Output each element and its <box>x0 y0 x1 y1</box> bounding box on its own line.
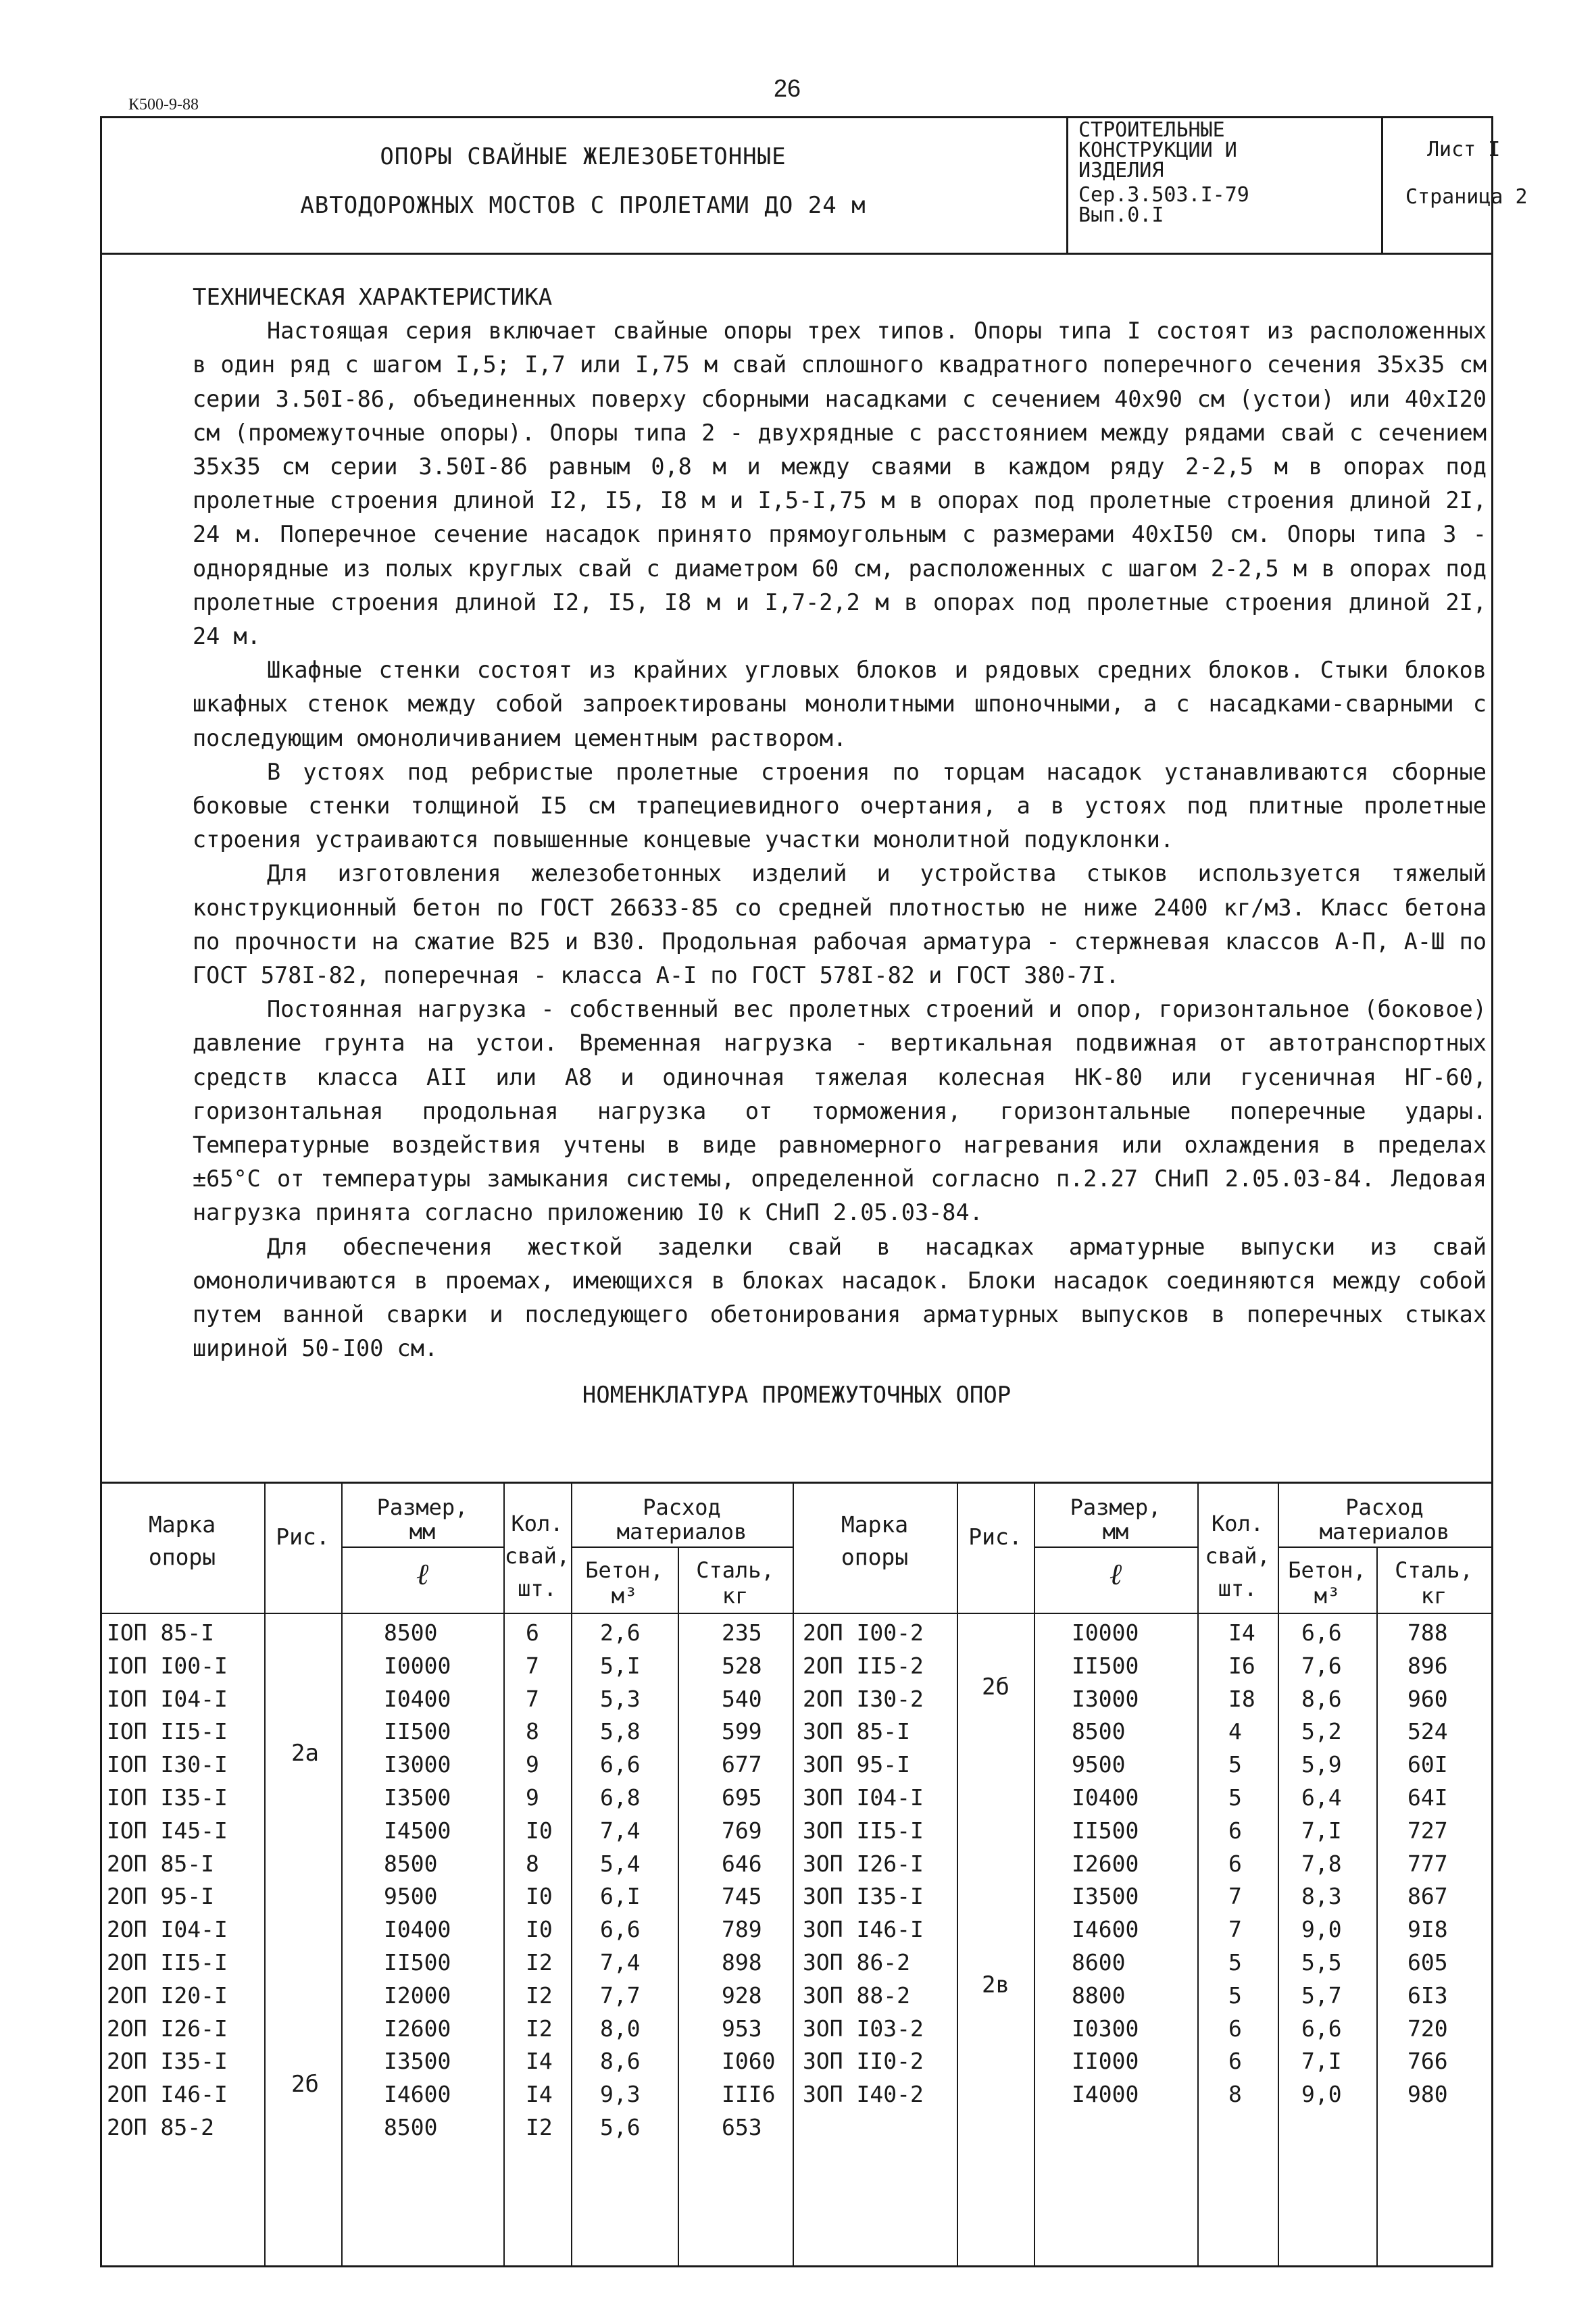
cell-steel: 605 <box>1407 1949 1448 1976</box>
cell-piles: I2 <box>526 2114 553 2140</box>
cell-steel: 695 <box>722 1784 762 1811</box>
cell-size: I4600 <box>1072 1916 1139 1943</box>
header-size <box>341 1495 503 1544</box>
cell-steel: 677 <box>722 1751 762 1778</box>
header-piles-line: Кол. <box>1211 1511 1264 1536</box>
cell-steel: 9I8 <box>1407 1916 1448 1943</box>
cell-concrete: 9,0 <box>1301 1916 1342 1943</box>
cell-mark: 2ОП 85-2 <box>107 2114 214 2140</box>
paragraph: Шкафные стенки состоят из крайних угловых блоков и рядовых средних блоков. Стыки блоков шкафных стенок между собой запроектированы монолитными шпоночными, а с насадками-сварными с последующим омоноличиванием цементным раствором. <box>193 657 1487 751</box>
cell-piles: 6 <box>1228 1850 1242 1877</box>
header-piles <box>1197 1507 1278 1605</box>
cell-size: 8500 <box>384 1619 438 1646</box>
cell-steel: III6 <box>722 2081 776 2108</box>
nomenclature-title: НОМЕНКЛАТУРА ПРОМЕЖУТОЧНЫХ ОПОР <box>582 1382 1012 1409</box>
title-block <box>100 116 1528 255</box>
figure-label: 2в <box>982 1971 1009 1998</box>
cell-size: II500 <box>384 1718 451 1745</box>
cell-concrete: 5,5 <box>1301 1949 1342 1976</box>
table-row <box>100 1715 1493 1749</box>
page-number: 26 <box>773 74 801 102</box>
paragraph: Для изготовления железобетонных изделий и устройства стыков используется тяжелый конструкционный бетон по ГОСТ 26633-85 со средней плотностью не ниже 2400 кг/м3. Класс бетона по прочности на сжатие В25 и В30. Продольная рабочая арматура - стержневая классов А-П, А-Ш по ГОСТ 578I-82, поперечная - класса А-I по ГОСТ 578I-82 и ГОСТ 380-7I. <box>193 860 1487 989</box>
cell-concrete: 7,6 <box>1301 1652 1342 1679</box>
title-cell <box>100 116 1068 253</box>
table-row <box>100 2111 1493 2144</box>
paragraph: Настоящая серия включает свайные опоры трех типов. Опоры типа I состоят из расположенных в один ряд с шагом I,5; I,7 или I,75 м свай сплошного квадратного поперечного сечения 35х35 см серии 3.50I-86, объединенных поверху сборными насадками с сечением 40х90 см (устои) или 40хI20 см (промежуточные опоры). Опоры типа 2 - двухрядные с расстоянием между рядами свай с сечением 35х35 см серии 3.50I-86 равным 0,8 м и между сваями в каждом ряду 2-2,5 м в опорах под пролетные строения длиной I2, I5, I8 м и I,5-I,75 м в опорах под пролетные строения длиной 2I, 24 м. Поперечное сечение насадок принято прямоугольным с размерами 40хI50 см. Опоры типа 3 - однорядные из полых круглых свай с диаметром 60 см, расположенных с шагом 2-2,5 м в опорах под пролетные строения длиной I2, I5, I8 м и I,7-2,2 м в опорах под пролетные строения длиной 2I, 24 м. <box>193 318 1487 650</box>
table-row <box>100 1880 1493 1913</box>
cell-steel: 64I <box>1407 1784 1448 1811</box>
cell-mark: IОП 85-I <box>107 1619 214 1646</box>
cell-mark: 2ОП I46-I <box>107 2081 228 2108</box>
cell-mark: IОП I30-I <box>107 1751 228 1778</box>
document-code: К500-9-88 <box>128 96 199 114</box>
cell-concrete: 8,6 <box>600 2048 641 2075</box>
header-rule <box>571 1546 793 1548</box>
cell-size: 9500 <box>1072 1751 1126 1778</box>
series-line-3: ИЗДЕЛИЯ <box>1078 159 1164 182</box>
cell-piles: 8 <box>526 1850 539 1877</box>
cell-piles: I0 <box>526 1883 553 1910</box>
cell-size: I3500 <box>1072 1883 1139 1910</box>
cell-piles: I4 <box>1228 1619 1255 1646</box>
header-concrete-line: Бетон, <box>1288 1557 1366 1583</box>
cell-steel: 599 <box>722 1718 762 1745</box>
cell-piles: 4 <box>1228 1718 1242 1745</box>
header-usage-line: Расход <box>1345 1494 1424 1520</box>
cell-concrete: 7,I <box>1301 2048 1342 2075</box>
cell-concrete: 6,6 <box>600 1916 641 1943</box>
figure-label: 2б <box>982 1674 1009 1701</box>
cell-concrete: 8,6 <box>1301 1685 1342 1712</box>
series-line-4: Сер.3.503.I-79 <box>1078 183 1249 207</box>
cell-piles: 7 <box>526 1652 539 1679</box>
header-usage <box>1278 1495 1491 1544</box>
cell-piles: 6 <box>1228 2015 1242 2042</box>
cell-size: I3000 <box>384 1751 451 1778</box>
technical-description <box>193 280 1487 1366</box>
header-rule <box>341 1546 503 1548</box>
cell-size: I4000 <box>1072 2081 1139 2108</box>
header-size-line: мм <box>1102 1519 1129 1544</box>
cell-size: I4600 <box>384 2081 451 2108</box>
header-size <box>1034 1495 1197 1544</box>
cell-mark: 2ОП II5-I <box>107 1949 228 1976</box>
paragraph: Для обеспечения жесткой заделки свай в насадках арматурные выпуски из свай омоноличиваются в проемах, имеющихся в блоках насадок. Блоки насадок соединяются между собой путем ванной сварки и последующего обетонирования арматурных выпусков в поперечных стыках шириной 50-I00 см. <box>193 1233 1487 1362</box>
cell-piles: 7 <box>1228 1883 1242 1910</box>
cell-steel: 235 <box>722 1619 762 1646</box>
header-size-line: Размер, <box>1070 1494 1162 1520</box>
header-usage-line: материалов <box>616 1519 747 1544</box>
series-line-5: Вып.0.I <box>1078 203 1164 227</box>
title-line-1: ОПОРЫ СВАЙНЫЕ ЖЕЛЕЗОБЕТОННЫЕ <box>380 143 787 170</box>
header-mark <box>100 1509 264 1574</box>
table-row <box>100 1650 1493 1683</box>
cell-piles: 5 <box>1228 1982 1242 2009</box>
cell-concrete: 5,7 <box>1301 1982 1342 2009</box>
cell-mark: 3ОП 86-2 <box>803 1949 910 1976</box>
cell-steel: I060 <box>722 2048 776 2075</box>
cell-mark: 2ОП 85-I <box>107 1850 214 1877</box>
table-row <box>100 2045 1493 2078</box>
header-rule <box>1278 1546 1491 1548</box>
table-row <box>100 1913 1493 1946</box>
cell-steel: 766 <box>1407 2048 1448 2075</box>
cell-piles: 9 <box>526 1784 539 1811</box>
cell-steel: 745 <box>722 1883 762 1910</box>
table-row <box>100 2078 1493 2111</box>
cell-steel: 60I <box>1407 1751 1448 1778</box>
table-row <box>100 1749 1493 1782</box>
table-row <box>100 1980 1493 2013</box>
cell-piles: I2 <box>526 1949 553 1976</box>
header-steel <box>678 1557 793 1609</box>
section-title: ТЕХНИЧЕСКАЯ ХАРАКТЕРИСТИКА <box>193 284 553 311</box>
header-concrete-line: м³ <box>1314 1583 1341 1609</box>
sheet-page: Страница 2 <box>1405 185 1528 209</box>
header-piles <box>503 1507 571 1605</box>
cell-steel: 524 <box>1407 1718 1448 1745</box>
cell-mark: 2ОП I00-2 <box>803 1619 924 1646</box>
header-size-line: Размер, <box>376 1494 468 1520</box>
cell-size: I0400 <box>384 1685 451 1712</box>
header-rule <box>1034 1546 1197 1548</box>
cell-size: I0400 <box>1072 1784 1139 1811</box>
cell-mark: 3ОП I04-I <box>803 1784 924 1811</box>
cell-size: II000 <box>1072 2048 1139 2075</box>
cell-mark: IОП II5-I <box>107 1718 228 1745</box>
paragraph: В устоях под ребристые пролетные строения по торцам насадок устанавливаются сборные боковые стенки толщиной I5 см трапециевидного очертания, а в устоях под плитные пролетные строения устраиваются повышенные концевые участки монолитной подуклонки. <box>193 758 1487 853</box>
cell-mark: 2ОП I26-I <box>107 2015 228 2042</box>
cell-piles: 6 <box>1228 2048 1242 2075</box>
cell-concrete: 7,7 <box>600 1982 641 2009</box>
cell-piles: 6 <box>526 1619 539 1646</box>
cell-mark: 3ОП 85-I <box>803 1718 910 1745</box>
cell-mark: 2ОП I30-2 <box>803 1685 924 1712</box>
cell-piles: 5 <box>1228 1949 1242 1976</box>
cell-piles: 9 <box>526 1751 539 1778</box>
cell-steel: 646 <box>722 1850 762 1877</box>
cell-size: 8500 <box>1072 1718 1126 1745</box>
header-piles-line: шт. <box>518 1576 557 1601</box>
cell-piles: I6 <box>1228 1652 1255 1679</box>
cell-size: 9500 <box>384 1883 438 1910</box>
cell-concrete: 7,8 <box>1301 1850 1342 1877</box>
cell-concrete: 5,8 <box>600 1718 641 1745</box>
cell-mark: 2ОП 95-I <box>107 1883 214 1910</box>
cell-mark: IОП I04-I <box>107 1685 228 1712</box>
cell-steel: 6I3 <box>1407 1982 1448 2009</box>
cell-concrete: 7,4 <box>600 1949 641 1976</box>
cell-steel: 528 <box>722 1652 762 1679</box>
cell-size: I0400 <box>384 1916 451 1943</box>
figure-label: 2а <box>291 1740 319 1767</box>
cell-size: 8800 <box>1072 1982 1126 2009</box>
cell-mark: 2ОП I35-I <box>107 2048 228 2075</box>
cell-mark: 3ОП 95-I <box>803 1751 910 1778</box>
header-steel-line: Сталь, <box>1395 1557 1473 1583</box>
cell-piles: 7 <box>526 1685 539 1712</box>
cell-concrete: 9,0 <box>1301 2081 1342 2108</box>
cell-piles: I0 <box>526 1817 553 1844</box>
header-concrete-line: Бетон, <box>585 1557 664 1583</box>
cell-size: II500 <box>1072 1817 1139 1844</box>
header-piles-line: свай, <box>1205 1543 1270 1569</box>
series-line-1: СТРОИТЕЛЬНЫЕ <box>1078 118 1225 142</box>
title-line-2: АВТОДОРОЖНЫХ МОСТОВ С ПРОЛЕТАМИ ДО 24 м <box>300 192 866 219</box>
sheet-cell <box>1385 116 1528 253</box>
table-row <box>100 1683 1493 1716</box>
cell-size: I0300 <box>1072 2015 1139 2042</box>
header-steel-line: Сталь, <box>696 1557 774 1583</box>
table-row <box>100 1782 1493 1815</box>
cell-mark: 3ОП I40-2 <box>803 2081 924 2108</box>
series-line-2: КОНСТРУКЦИИ И <box>1078 139 1237 162</box>
cell-steel: 540 <box>722 1685 762 1712</box>
header-size-line: мм <box>409 1519 436 1544</box>
cell-steel: 777 <box>1407 1850 1448 1877</box>
cell-mark: 2ОП II5-2 <box>803 1652 924 1679</box>
cell-size: 8500 <box>384 2114 438 2140</box>
sheet-number: Лист I <box>1427 138 1501 161</box>
figure-label: 2б <box>291 2071 319 2098</box>
paragraph: Постоянная нагрузка - собственный вес пролетных строений и опор, горизонтальное (боковое) давление грунта на устои. Временная нагрузка - вертикальная подвижная от автотранспортных средств класса АII или А8 и одиночная тяжелая колесная НК-80 или гусеничная НГ-60, горизонтальная продольная нагрузка от торможения, горизонтальные поперечные удары. Температурные воздействия учтены в виде равномерного нагревания или охлаждения в пределах ±65°С от температуры замыкания системы, определенной согласно п.2.27 СНиП 2.05.03-84. Ледовая нагрузка принята согласно приложению I0 к СНиП 2.05.03-84. <box>193 996 1487 1226</box>
cell-mark: 3ОП 88-2 <box>803 1982 910 2009</box>
table-row <box>100 1946 1493 1980</box>
cell-steel: 788 <box>1407 1619 1448 1646</box>
header-bottom-rule <box>100 1613 1491 1614</box>
cell-concrete: 6,6 <box>1301 1619 1342 1646</box>
cell-size: 8500 <box>384 1850 438 1877</box>
cell-steel: 769 <box>722 1817 762 1844</box>
table-row <box>100 1815 1493 1848</box>
header-fig: Рис. <box>968 1524 1022 1550</box>
header-steel-line: кг <box>722 1583 749 1609</box>
cell-piles: 7 <box>1228 1916 1242 1943</box>
header-steel <box>1376 1557 1491 1609</box>
cell-steel: 720 <box>1407 2015 1448 2042</box>
cell-concrete: 6,4 <box>1301 1784 1342 1811</box>
cell-piles: 5 <box>1228 1751 1242 1778</box>
cell-size: I3500 <box>384 1784 451 1811</box>
cell-mark: IОП I00-I <box>107 1652 228 1679</box>
cell-concrete: 2,6 <box>600 1619 641 1646</box>
series-cell <box>1070 116 1383 253</box>
cell-concrete: 5,9 <box>1301 1751 1342 1778</box>
cell-piles: I4 <box>526 2081 553 2108</box>
cell-piles: 8 <box>526 1718 539 1745</box>
header-usage <box>571 1495 793 1544</box>
cell-steel: 896 <box>1407 1652 1448 1679</box>
cell-size: II500 <box>384 1949 451 1976</box>
cell-mark: 3ОП I03-2 <box>803 2015 924 2042</box>
cell-concrete: 7,I <box>1301 1817 1342 1844</box>
cell-concrete: 9,3 <box>600 2081 641 2108</box>
table-row <box>100 1617 1493 1650</box>
cell-mark: IОП I35-I <box>107 1784 228 1811</box>
cell-size: I4500 <box>384 1817 451 1844</box>
cell-size: II500 <box>1072 1652 1139 1679</box>
header-piles-line: свай, <box>504 1543 570 1569</box>
cell-steel: 727 <box>1407 1817 1448 1844</box>
cell-concrete: 7,4 <box>600 1817 641 1844</box>
cell-size: I0000 <box>1072 1619 1139 1646</box>
cell-size: I2600 <box>384 2015 451 2042</box>
cell-piles: I2 <box>526 1982 553 2009</box>
cell-concrete: 8,0 <box>600 2015 641 2042</box>
table-row <box>100 2013 1493 2046</box>
cell-concrete: 5,2 <box>1301 1718 1342 1745</box>
header-mark <box>793 1509 957 1574</box>
cell-mark: 3ОП I26-I <box>803 1850 924 1877</box>
cell-mark: 2ОП I20-I <box>107 1982 228 2009</box>
cell-mark: IОП I45-I <box>107 1817 228 1844</box>
cell-mark: 3ОП I46-I <box>803 1916 924 1943</box>
header-usage-line: Расход <box>643 1494 721 1520</box>
header-mark-line: Марка <box>148 1511 216 1538</box>
cell-mark: 3ОП II0-2 <box>803 2048 924 2075</box>
cell-steel: 653 <box>722 2114 762 2140</box>
header-mark-line: Марка <box>841 1511 909 1538</box>
cell-piles: I4 <box>526 2048 553 2075</box>
cell-piles: 5 <box>1228 1784 1242 1811</box>
header-piles-line: Кол. <box>511 1511 564 1536</box>
cell-steel: 928 <box>722 1982 762 2009</box>
cell-steel: 953 <box>722 2015 762 2042</box>
header-fig: Рис. <box>276 1524 330 1550</box>
cell-steel: 980 <box>1407 2081 1448 2108</box>
cell-steel: 960 <box>1407 1685 1448 1712</box>
header-usage-line: материалов <box>1319 1519 1450 1544</box>
cell-concrete: 6,6 <box>1301 2015 1342 2042</box>
cell-piles: 6 <box>1228 1817 1242 1844</box>
cell-concrete: 6,8 <box>600 1784 641 1811</box>
cell-mark: 3ОП I35-I <box>803 1883 924 1910</box>
cell-concrete: 6,6 <box>600 1751 641 1778</box>
cell-size: I2600 <box>1072 1850 1139 1877</box>
header-ell: ℓ <box>416 1557 429 1592</box>
cell-concrete: 5,I <box>600 1652 641 1679</box>
header-piles-line: шт. <box>1218 1576 1257 1601</box>
cell-size: I2000 <box>384 1982 451 2009</box>
cell-size: I0000 <box>384 1652 451 1679</box>
cell-mark: 3ОП II5-I <box>803 1817 924 1844</box>
header-mark-line: опоры <box>841 1544 909 1570</box>
cell-size: I3000 <box>1072 1685 1139 1712</box>
cell-piles: I8 <box>1228 1685 1255 1712</box>
header-steel-line: кг <box>1420 1583 1447 1609</box>
cell-steel: 789 <box>722 1916 762 1943</box>
cell-concrete: 8,3 <box>1301 1883 1342 1910</box>
cell-piles: I2 <box>526 2015 553 2042</box>
cell-size: I3500 <box>384 2048 451 2075</box>
cell-size: 8600 <box>1072 1949 1126 1976</box>
cell-steel: 898 <box>722 1949 762 1976</box>
cell-steel: 867 <box>1407 1883 1448 1910</box>
cell-piles: I0 <box>526 1916 553 1943</box>
cell-concrete: 6,I <box>600 1883 641 1910</box>
header-concrete <box>571 1557 678 1609</box>
table-row <box>100 1848 1493 1881</box>
cell-concrete: 5,3 <box>600 1685 641 1712</box>
cell-mark: 2ОП I04-I <box>107 1916 228 1943</box>
cell-concrete: 5,6 <box>600 2114 641 2140</box>
nomenclature-table <box>100 1482 1493 2267</box>
cell-piles: 8 <box>1228 2081 1242 2108</box>
header-concrete <box>1278 1557 1376 1609</box>
cell-concrete: 5,4 <box>600 1850 641 1877</box>
header-concrete-line: м³ <box>611 1583 638 1609</box>
header-ell: ℓ <box>1109 1557 1122 1592</box>
header-mark-line: опоры <box>148 1544 216 1570</box>
